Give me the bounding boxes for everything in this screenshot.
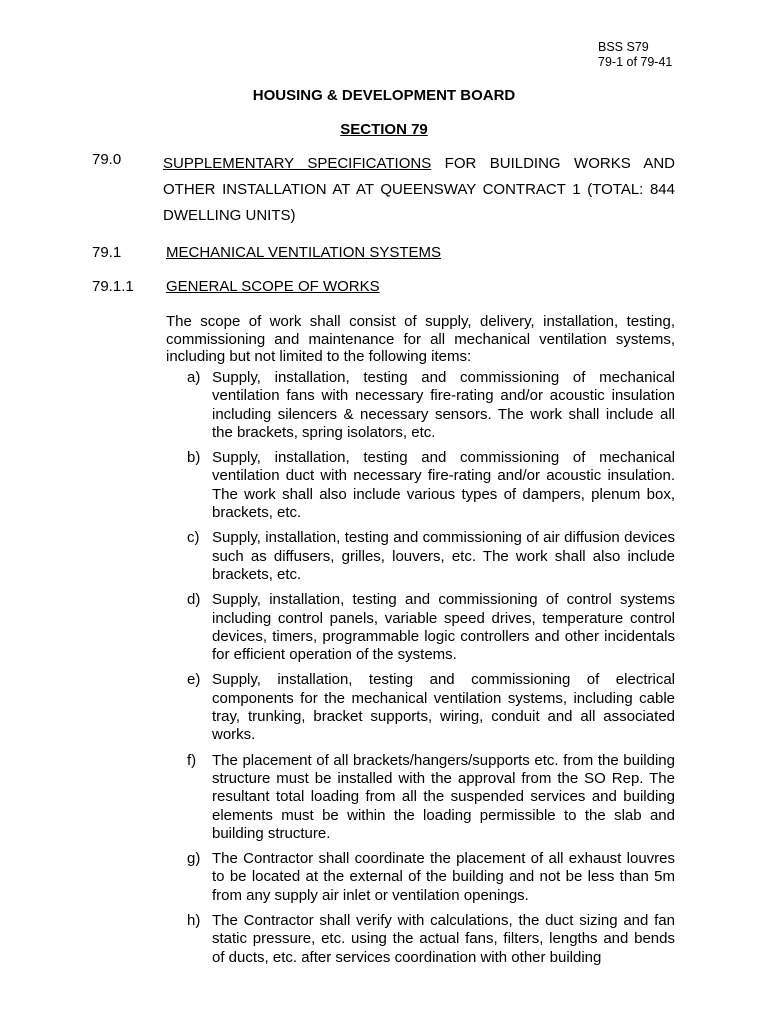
list-item	[187, 850, 675, 905]
list-item-text: The Contractor shall coordinate the placement of all exhaust louvres to be located at the external of the building and not be less than 5m from any supply air inlet or ventilation openings.	[212, 850, 675, 904]
document-title: HOUSING & DEVELOPMENT BOARD	[252, 87, 516, 104]
clause-number-79-1: 79.1	[92, 244, 122, 261]
list-item-label: g)	[187, 850, 201, 868]
list-item-label: a)	[187, 369, 201, 386]
list-item-label: f)	[187, 751, 197, 769]
clause-79-0-heading	[163, 151, 675, 229]
section-heading	[0, 121, 768, 138]
list-item-text: Supply, installation, testing and commissioning of mechanical ventilation fans with necessary fire-rating and/or acoustic insulation including silencers & necessary sensors. The work shall include all the brackets, spring isolators, etc.	[212, 369, 675, 441]
list-item	[187, 912, 675, 967]
clause-79-0-heading-rest: FOR BUILDING WORKS AND OTHER INSTALLATION AT AT QUEENSWAY CONTRACT 1 (TOTAL: 844 DWELLING UNITS)	[163, 155, 675, 224]
clause-79-1-1-heading: GENERAL SCOPE OF WORKS	[166, 278, 380, 295]
list-item-label: e)	[187, 671, 201, 689]
list-item-text: The Contractor shall verify with calculations, the duct sizing and fan static pressure, etc. using the actual fans, filters, lengths and bends of ducts, etc. after services coordination with other building	[212, 912, 675, 966]
list-item-text: The placement of all brackets/hangers/supports etc. from the building structure must be installed with the approval from the SO Rep. The resultant total loading from all the suspended services and building elements must be within the loading permissible to the slab and building structure.	[212, 751, 675, 842]
list-item	[187, 671, 675, 744]
document-reference	[598, 40, 672, 70]
clause-79-0-heading-underlined: SUPPLEMENTARY SPECIFICATIONS	[163, 155, 432, 172]
clause-79-1-heading: MECHANICAL VENTILATION SYSTEMS	[166, 244, 442, 261]
list-item	[187, 591, 675, 664]
list-item	[187, 449, 675, 522]
list-item-text: Supply, installation, testing and commissioning of electrical components for the mechanical ventilation systems, including cable tray, trunking, bracket supports, wiring, conduit and all associated works.	[212, 671, 675, 744]
list-item-text: Supply, installation, testing and commissioning of air diffusion devices such as diffusers, grilles, louvers, etc. The work shall also include brackets, etc.	[212, 529, 675, 583]
section-title: SECTION 79	[340, 121, 428, 138]
list-item	[187, 369, 675, 442]
list-item	[187, 529, 675, 584]
list-item-label: c)	[187, 529, 200, 547]
page-reference: 79-1 of 79-41	[598, 55, 673, 69]
scope-intro-paragraph: The scope of work shall consist of supply, delivery, installation, testing, commissioning and maintenance for all mechanical ventilation systems, including but not limited to the following items:	[166, 313, 675, 365]
list-item-text: Supply, installation, testing and commissioning of control systems including control panels, variable speed drives, temperature control devices, timers, programmable logic controllers and other incidentals for efficient operation of the systems.	[212, 591, 675, 664]
list-item-label: h)	[187, 912, 201, 930]
list-item-label: b)	[187, 449, 201, 467]
list-item-text: Supply, installation, testing and commissioning of mechanical ventilation duct with necessary fire-rating and/or acoustic insulation. The work shall also include various types of dampers, plenum box, brackets, etc.	[212, 449, 675, 522]
list-item-label: d)	[187, 591, 201, 609]
clause-number-79-0: 79.0	[92, 151, 122, 168]
scope-items-list	[187, 369, 675, 974]
list-item	[187, 752, 675, 843]
clause-number-79-1-1: 79.1.1	[92, 278, 134, 295]
ref-code: BSS S79	[598, 40, 649, 54]
